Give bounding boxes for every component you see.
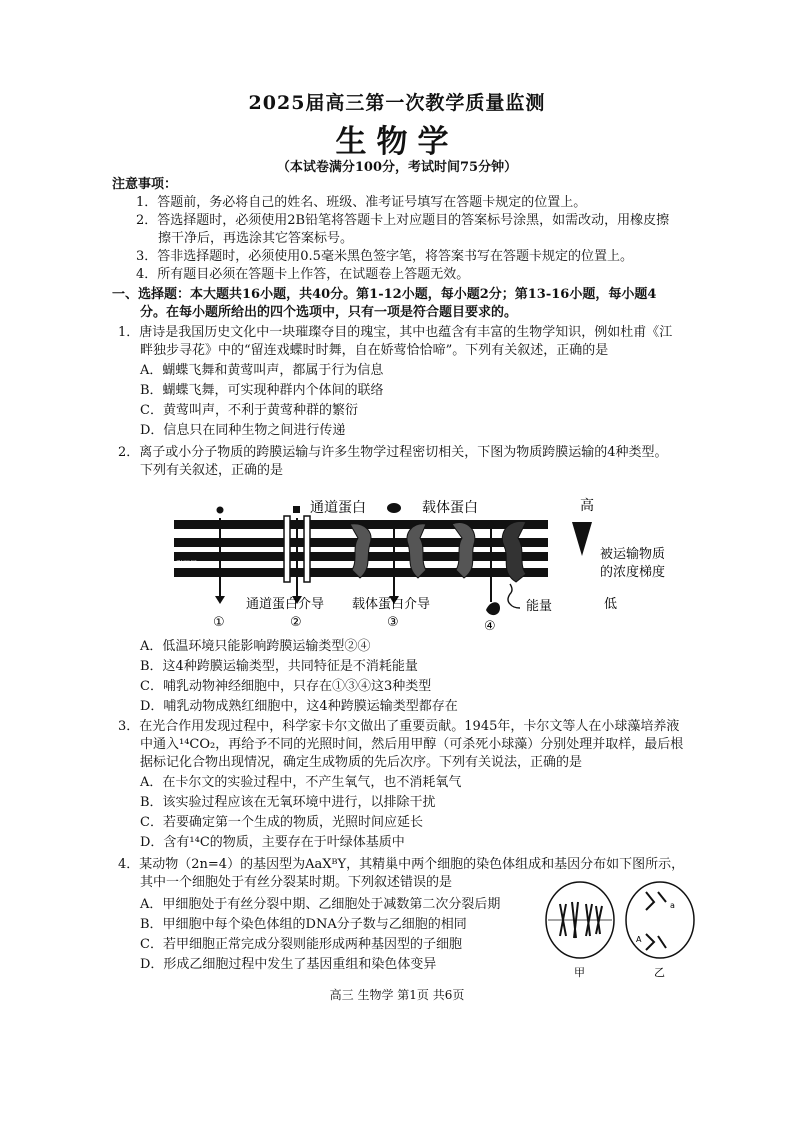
channel-mediated-label: 通道蛋白介导 (246, 597, 325, 612)
notice-item: 3．答非选择题时，必须使用0.5毫米黑色签字笔，将答案书写在答题卡规定的位置上。 (136, 249, 633, 264)
gene-label-a: a (670, 901, 675, 910)
solute-square (293, 506, 300, 513)
q1-option-d: D．信息只在同种生物之间进行传递 (140, 423, 346, 438)
question-3-stem: 3．在光合作用发现过程中，科学家卡尔文做出了重要贡献。1945年，卡尔文等人在小球藻培养液 (118, 719, 680, 734)
carrier-protein-label: 载体蛋白 (422, 500, 478, 516)
q3-option-b: B．该实验过程应该在无氧环境中进行，以排除干扰 (140, 795, 436, 810)
q4-option-a: A．甲细胞处于有丝分裂中期、乙细胞处于减数第二次分裂后期 (140, 897, 501, 912)
notice-heading: 注意事项： (112, 177, 178, 192)
type-3-label: ③ (387, 615, 399, 630)
q2-option-b: B．这4种跨膜运输类型，共同特征是不消耗能量 (140, 659, 418, 674)
type-4-label: ④ (484, 619, 496, 632)
channel-protein-left (284, 516, 290, 582)
gradient-wedge (572, 522, 592, 556)
q4-option-b: B．甲细胞中每个染色体组的DNA分子数与乙细胞的相同 (140, 917, 467, 932)
solute-dot (217, 507, 224, 514)
page-footer: 高三 生物学 第1页 共6页 (329, 988, 465, 1002)
exam-note: （本试卷满分100分，考试时间75分钟） (276, 160, 518, 175)
question-1-stem: 畔独步寻花》中的“留连戏蝶时时舞，自在娇莺恰恰啼”。下列有关叙述，正确的是 (140, 343, 609, 358)
q1-option-a: A．蝴蝶飞舞和黄莺叫声，都属于行为信息 (140, 363, 384, 378)
question-2-stem: 2．离子或小分子物质的跨膜运输与许多生物学过程密切相关，下图为物质跨膜运输的4种类型。 (118, 445, 668, 460)
subject-title: 生物学 (335, 124, 459, 160)
gradient-label-line1: 被运输物质 (600, 547, 666, 562)
notice-item: 2．答选择题时，必须使用2B铅笔将答题卡上对应题目的答案标号涂黑，如需改动，用橡皮擦 (136, 213, 670, 228)
notice-item: 1．答题前，务必将自己的姓名、班级、准考证号填写在答题卡规定的位置上。 (136, 195, 587, 210)
q3-option-c: C．若要确定第一个生成的物质，光照时间应延长 (140, 815, 423, 830)
membrane-label: 脂双层 (176, 560, 197, 568)
energy-squiggle (508, 584, 520, 608)
low-label: 低 (604, 597, 618, 612)
solute-shape (486, 602, 500, 615)
notice-item: 4．所有题目必须在答题卡上作答，在试题卷上答题无效。 (136, 267, 470, 282)
type-2-label: ② (290, 615, 302, 630)
channel-protein-label: 通道蛋白 (310, 500, 366, 516)
energy-label: 能量 (526, 599, 553, 614)
membrane-transport-figure (160, 482, 680, 632)
chromosomes-yi (646, 892, 666, 950)
q4-option-d: D．形成乙细胞过程中发生了基因重组和染色体变异 (140, 957, 437, 972)
type-1-label: ① (213, 615, 225, 630)
q3-option-d: D．含有¹⁴C的物质，主要存在于叶绿体基质中 (140, 835, 405, 850)
question-3-stem: 据标记化合物出现情况，确定生成物质的先后次序。下列有关说法，正确的是 (140, 755, 583, 770)
cells-figure (538, 878, 698, 982)
q2-option-c: C．哺乳动物神经细胞中，只存在①③④这3种类型 (140, 679, 432, 694)
channel-protein-right (304, 516, 310, 582)
q1-option-b: B．蝴蝶飞舞，可实现种群内个体间的联络 (140, 383, 384, 398)
arrow-head (215, 596, 225, 604)
q3-option-a: A．在卡尔文的实验过程中，不产生氧气，也不消耗氧气 (140, 775, 462, 790)
gene-label-A: A (636, 935, 642, 944)
q4-option-c: C．若甲细胞正常完成分裂则能形成两种基因型的子细胞 (140, 937, 462, 952)
carrier-mediated-label: 载体蛋白介导 (352, 597, 431, 612)
cell-yi-label: 乙 (654, 966, 665, 979)
cell-jia-label: 甲 (574, 966, 585, 979)
question-2-stem: 下列有关叙述，正确的是 (140, 463, 284, 478)
gradient-label-line2: 的浓度梯度 (600, 565, 666, 580)
solute-oval (387, 503, 401, 513)
question-4-stem: 其中一个细胞处于有丝分裂某时期。下列叙述错误的是 (140, 875, 453, 890)
high-label: 高 (580, 498, 594, 514)
q1-option-c: C．黄莺叫声，不利于黄莺种群的繁衍 (140, 403, 358, 418)
question-3-stem: 中通入¹⁴CO₂，再给予不同的光照时间，然后用甲醇（可杀死小球藻）分别处理并取样，最后根 (140, 737, 684, 752)
section-heading: 一、选择题：本大题共16小题，共40分。第1-12小题，每小题2分；第13-16小题，每小题4 (112, 287, 657, 302)
question-1-stem: 1．唐诗是我国历史文化中一块璀璨夺目的瑰宝，其中也蕴含有丰富的生物学知识，例如杜甫《江 (118, 325, 673, 340)
q2-option-a: A．低温环境只能影响跨膜运输类型②④ (140, 639, 371, 654)
section-heading: 分。在每小题所给出的四个选项中，只有一项是符合题目要求的。 (140, 305, 518, 320)
exam-title: 2025届高三第一次教学质量监测 (248, 92, 546, 114)
question-4-stem: 4．某动物（2n=4）的基因型为AaXᴮY，其精巢中两个细胞的染色体组成和基因分布如下图所示， (118, 857, 685, 872)
q2-option-d: D．哺乳动物成熟红细胞中，这4种跨膜运输类型都存在 (140, 699, 458, 714)
notice-item: 擦干净后，再选涂其它答案标号。 (158, 231, 354, 246)
